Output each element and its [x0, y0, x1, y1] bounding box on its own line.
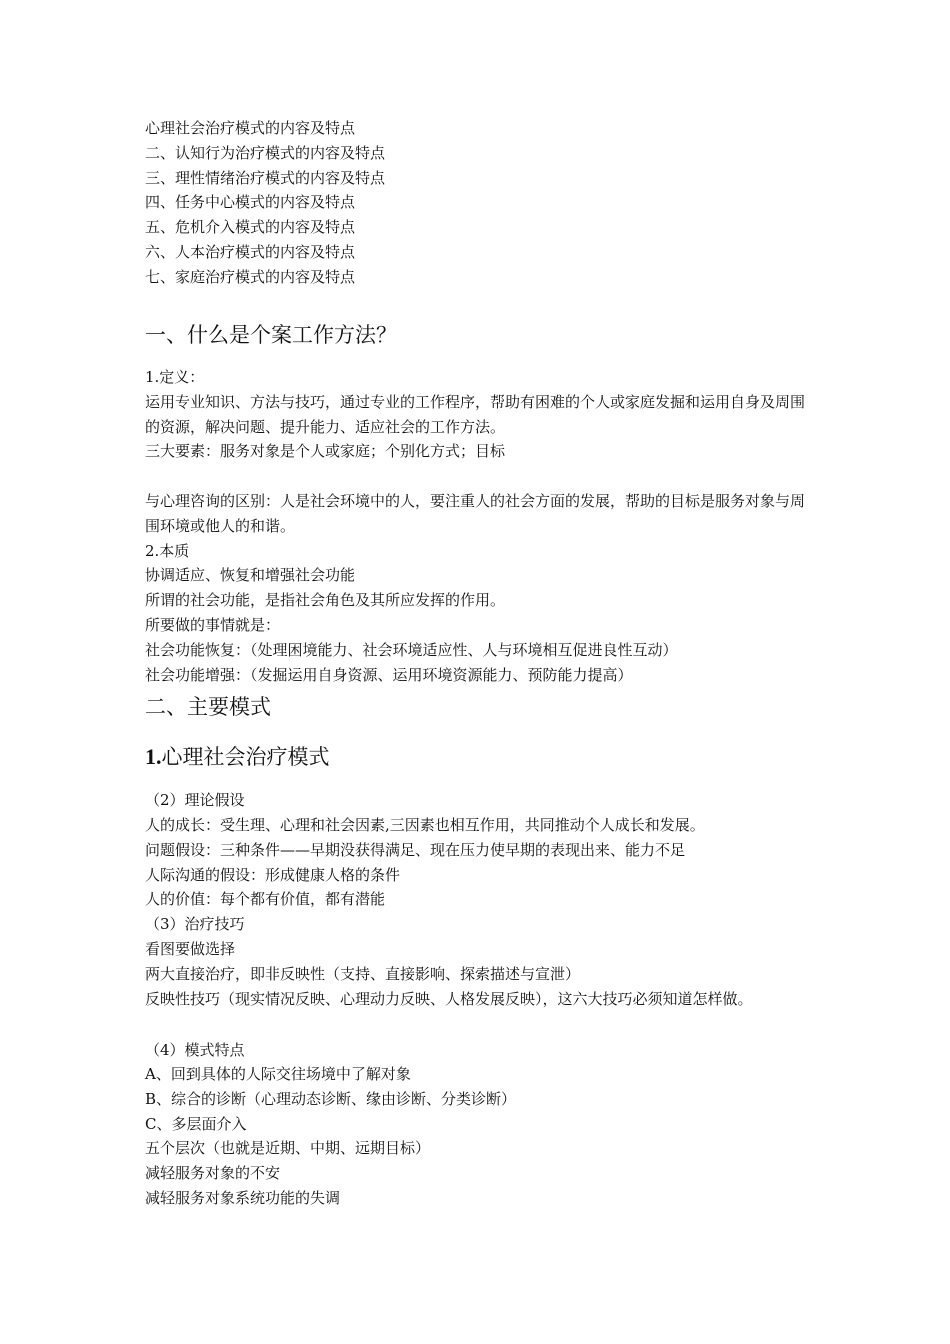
feature-line: A、回到具体的人际交往场境中了解对象	[145, 1065, 411, 1083]
subsection-heading	[145, 743, 330, 771]
definition-text: 运用专业知识、方法与技巧，通过专业的工作程序，帮助有困难的个人或家庭发掘和运用自身及周围的资源，解决问题、提升能力、适应社会的工作方法。	[145, 393, 806, 436]
feature-line: 减轻服务对象系统功能的失调	[145, 1189, 341, 1207]
theory-line: 问题假设：三种条件——早期没获得满足、现在压力使早期的表现出来、能力不足	[145, 841, 686, 859]
toc-item: 七、家庭治疗模式的内容及特点	[145, 268, 356, 286]
features-label: （4）模式特点	[145, 1041, 245, 1059]
section-heading-2: 二、主要模式	[145, 695, 271, 719]
definition-label: 1.定义：	[145, 368, 205, 386]
theory-line: 人际沟通的假设：形成健康人格的条件	[145, 866, 401, 884]
essence-line: 所要做的事情就是：	[145, 616, 281, 634]
toc-item: 六、人本治疗模式的内容及特点	[145, 243, 356, 261]
technique-label: （3）治疗技巧	[145, 915, 245, 933]
toc-item: 五、危机介入模式的内容及特点	[145, 218, 356, 236]
technique-line: 看图要做选择	[145, 940, 236, 958]
subsection-title: 心理社会治疗模式	[161, 745, 330, 769]
toc-item: 三、理性情绪治疗模式的内容及特点	[145, 169, 386, 187]
three-elements: 三大要素：服务对象是个人或家庭；个别化方式；目标	[145, 442, 506, 460]
toc-item: 心理社会治疗模式的内容及特点	[145, 119, 356, 137]
theory-label: （2）理论假设	[145, 791, 245, 809]
feature-line: 五个层次（也就是近期、中期、远期目标）	[145, 1139, 431, 1157]
essence-line: 社会功能增强：（发掘运用自身资源、运用环境资源能力、预防能力提高）	[145, 666, 633, 684]
difference-text: 与心理咨询的区别：人是社会环境中的人，要注重人的社会方面的发展，帮助的目标是服务对象与周围环境或他人的和谐。	[145, 492, 806, 535]
subsection-number: 1.	[145, 744, 162, 769]
technique-line: 反映性技巧（现实情况反映、心理动力反映、人格发展反映），这六大技巧必须知道怎样做。	[145, 990, 753, 1008]
theory-line: 人的成长：受生理、心理和社会因素,三因素也相互作用，共同推动个人成长和发展。	[145, 816, 705, 834]
feature-line: C、多层面介入	[145, 1115, 247, 1133]
essence-line: 社会功能恢复：（处理困境能力、社会环境适应性、人与环境相互促进良性互动）	[145, 641, 678, 659]
theory-line: 人的价值：每个都有价值，都有潜能	[145, 890, 386, 908]
section-heading-1: 一、什么是个案工作方法？	[145, 323, 397, 347]
essence-line: 协调适应、恢复和增强社会功能	[145, 566, 356, 584]
feature-line: B、综合的诊断（心理动态诊断、缘由诊断、分类诊断）	[145, 1090, 517, 1108]
essence-line: 所谓的社会功能，是指社会角色及其所应发挥的作用。	[145, 591, 506, 609]
toc-item: 四、任务中心模式的内容及特点	[145, 193, 356, 211]
feature-line: 减轻服务对象的不安	[145, 1164, 281, 1182]
essence-label: 2.本质	[145, 542, 190, 560]
toc-item: 二、认知行为治疗模式的内容及特点	[145, 144, 386, 162]
technique-line: 两大直接治疗，即非反映性（支持、直接影响、探索描述与宣泄）	[145, 965, 581, 983]
